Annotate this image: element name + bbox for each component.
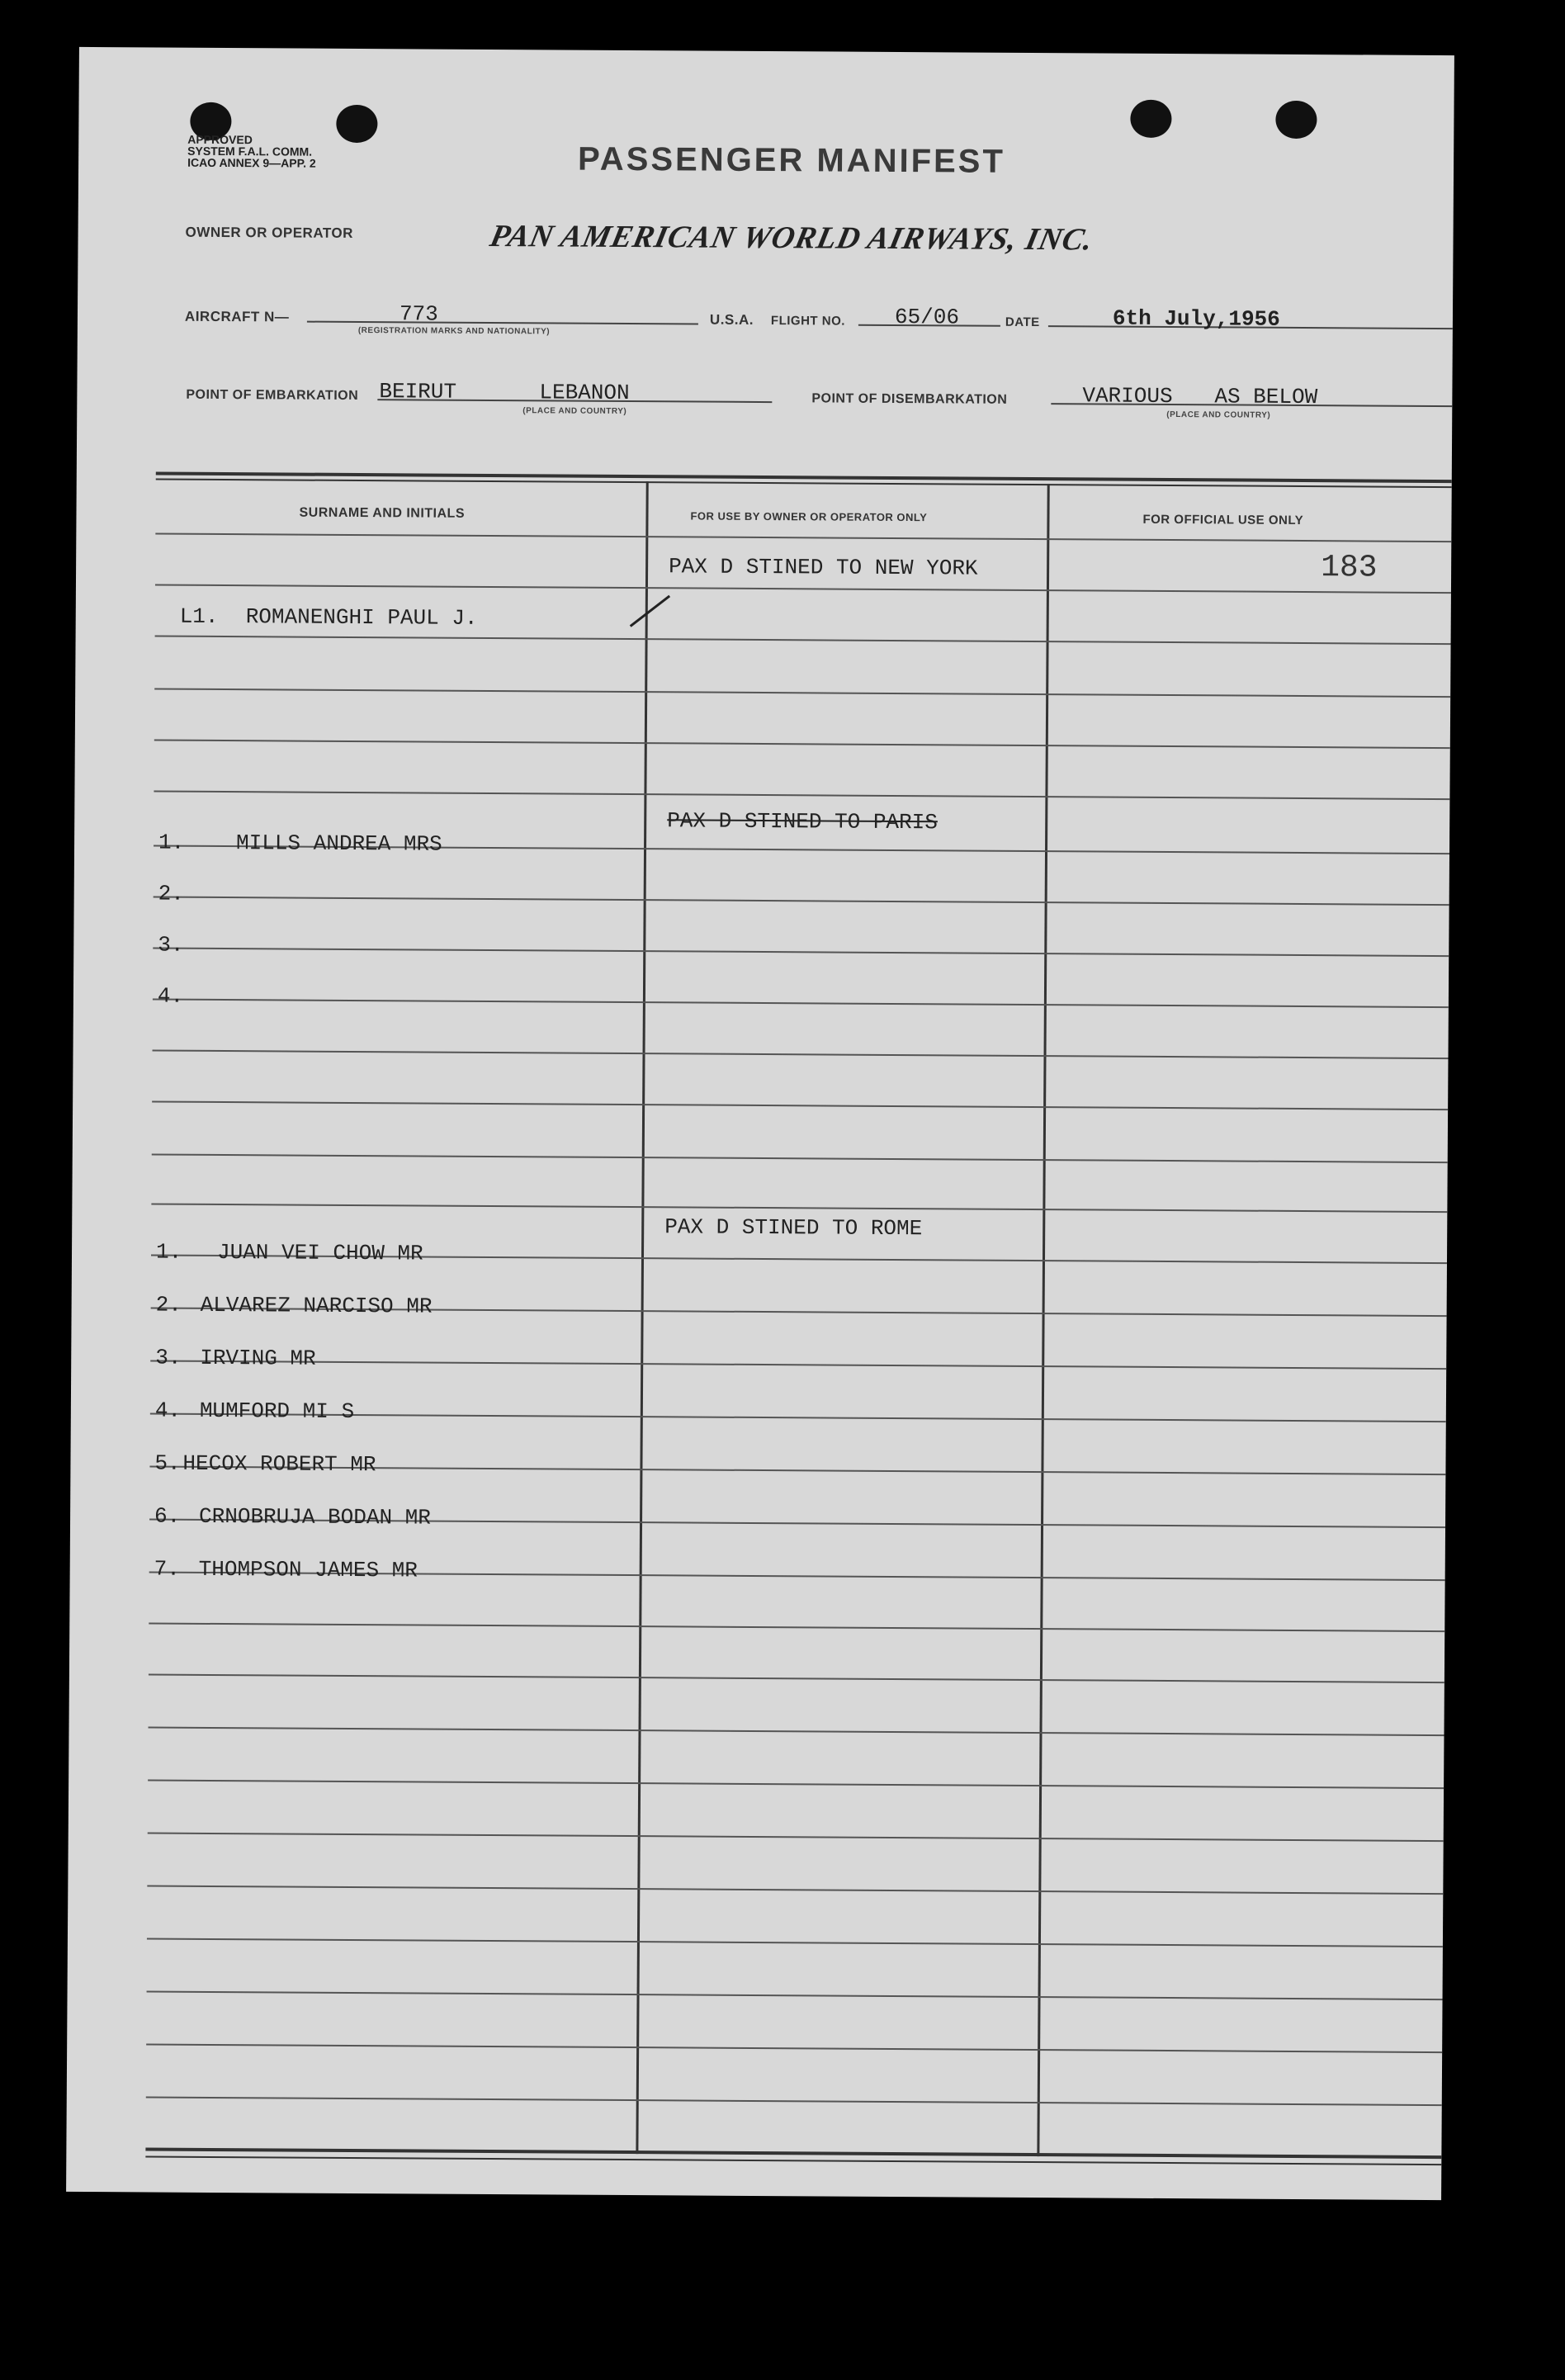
- table-rule-line: [155, 584, 1451, 594]
- table-rule-line: [154, 897, 1449, 906]
- passenger-name: THOMPSON JAMES MR: [198, 1556, 418, 1583]
- table-top-border: [156, 472, 1452, 484]
- column-header-surname: SURNAME AND INITIALS: [299, 505, 466, 521]
- passenger-number: 3.: [158, 932, 184, 958]
- column-header-official-use: FOR OFFICIAL USE ONLY: [1142, 512, 1304, 528]
- passenger-number: 4.: [157, 983, 184, 1009]
- destination-paris: PAX D STINED TO PARIS: [667, 808, 938, 835]
- flight-value: 65/06: [894, 304, 960, 330]
- table-rule-line: [152, 1153, 1448, 1163]
- table-rule-line: [154, 740, 1450, 750]
- aircraft-value: 773: [399, 301, 438, 327]
- table-rule-line: [152, 1100, 1448, 1110]
- table-rule-line: [149, 1673, 1444, 1683]
- punch-hole: [336, 105, 377, 143]
- passenger-number: 5.: [154, 1450, 181, 1476]
- passenger-name: ALVAREZ NARCISO MR: [200, 1292, 433, 1319]
- destination-new-york: PAX D STINED TO NEW YORK: [669, 554, 978, 581]
- passenger-number: 2.: [158, 881, 184, 906]
- approval-line: ICAO ANNEX 9—APP. 2: [187, 155, 316, 170]
- table-rule-line: [149, 1726, 1444, 1736]
- operator-name: PAN AMERICAN WORLD AIRWAYS, INC.: [486, 219, 1097, 258]
- table-rule-line: [151, 1203, 1447, 1213]
- column-header-owner-use: FOR USE BY OWNER OR OPERATOR ONLY: [690, 509, 928, 524]
- passenger-name: JUAN VEI CHOW MR: [216, 1239, 423, 1266]
- date-label: DATE: [1005, 315, 1040, 330]
- column-divider: [636, 481, 648, 2154]
- disembarkation-value: AS BELOW: [1214, 384, 1318, 410]
- table-rule-line: [146, 2043, 1442, 2053]
- column-divider: [1037, 484, 1049, 2156]
- table-rule-line: [150, 1360, 1446, 1370]
- aircraft-label: AIRCRAFT N—: [184, 308, 290, 325]
- flight-label: FLIGHT NO.: [770, 314, 845, 329]
- passenger-name: IRVING MR: [200, 1345, 316, 1371]
- check-mark: [630, 595, 670, 627]
- destination-rome: PAX D STINED TO ROME: [664, 1214, 923, 1242]
- table-rule-line: [148, 1779, 1444, 1789]
- embarkation-sublabel: (PLACE AND COUNTRY): [522, 406, 627, 416]
- page-title: PASSENGER MANIFEST: [577, 140, 1006, 180]
- fill-line: [307, 321, 698, 325]
- embarkation-label: POINT OF EMBARKATION: [186, 387, 359, 404]
- passenger-number: 2.: [155, 1292, 182, 1318]
- punch-hole: [1275, 101, 1317, 139]
- passenger-name: MILLS ANDREA MRS: [235, 830, 442, 857]
- disembarkation-label: POINT OF DISEMBARKATION: [811, 391, 1008, 407]
- table-rule-line: [148, 1832, 1444, 1842]
- table-rule-line: [146, 2096, 1442, 2106]
- disembarkation-sublabel: (PLACE AND COUNTRY): [1166, 409, 1271, 420]
- table-rule-line: [153, 999, 1449, 1009]
- passenger-number: 6.: [154, 1503, 181, 1529]
- passenger-number: 1.: [155, 1239, 182, 1265]
- passenger-number: 3.: [155, 1345, 182, 1370]
- table-rule-line: [149, 1622, 1444, 1632]
- table-rule-line: [147, 1885, 1443, 1895]
- disembarkation-value: VARIOUS: [1082, 383, 1173, 409]
- aircraft-sublabel: (REGISTRATION MARKS AND NATIONALITY): [357, 326, 551, 337]
- table-rule-line: [155, 636, 1451, 646]
- passenger-name: HECOX ROBERT MR: [182, 1450, 376, 1478]
- passenger-number: 7.: [154, 1556, 181, 1582]
- table-rule-line: [153, 1049, 1449, 1059]
- passenger-number: 1.: [158, 830, 185, 855]
- embarkation-city: BEIRUT: [379, 379, 457, 405]
- official-number: 183: [1320, 550, 1378, 586]
- ruled-lines: [79, 47, 1454, 55]
- country-label: U.S.A.: [709, 311, 754, 328]
- passenger-name: MUMFORD MI S: [199, 1398, 355, 1425]
- passenger-name: ROMANENGHI PAUL J.: [245, 604, 478, 631]
- approval-block: [187, 134, 316, 169]
- table-rule-line: [155, 533, 1451, 543]
- owner-label: OWNER OR OPERATOR: [185, 224, 354, 241]
- table-rule-line: [154, 791, 1449, 801]
- date-value: 6th July,1956: [1112, 305, 1280, 332]
- approval-line: SYSTEM F.A.L. COMM.: [187, 144, 313, 159]
- table-rule-line: [147, 1938, 1443, 1947]
- passenger-number: L1.: [179, 603, 219, 629]
- embarkation-country: LEBANON: [539, 380, 630, 406]
- passenger-number: 4.: [154, 1398, 182, 1423]
- table-rule-line: [153, 948, 1449, 958]
- approval-line: APPROVED: [187, 132, 253, 147]
- manifest-page: [66, 47, 1454, 2200]
- table-rule-line: [147, 1990, 1443, 2000]
- table-rule-line: [154, 688, 1450, 698]
- punch-hole: [1130, 100, 1171, 138]
- passenger-name: CRNOBRUJA BODAN MR: [198, 1503, 432, 1531]
